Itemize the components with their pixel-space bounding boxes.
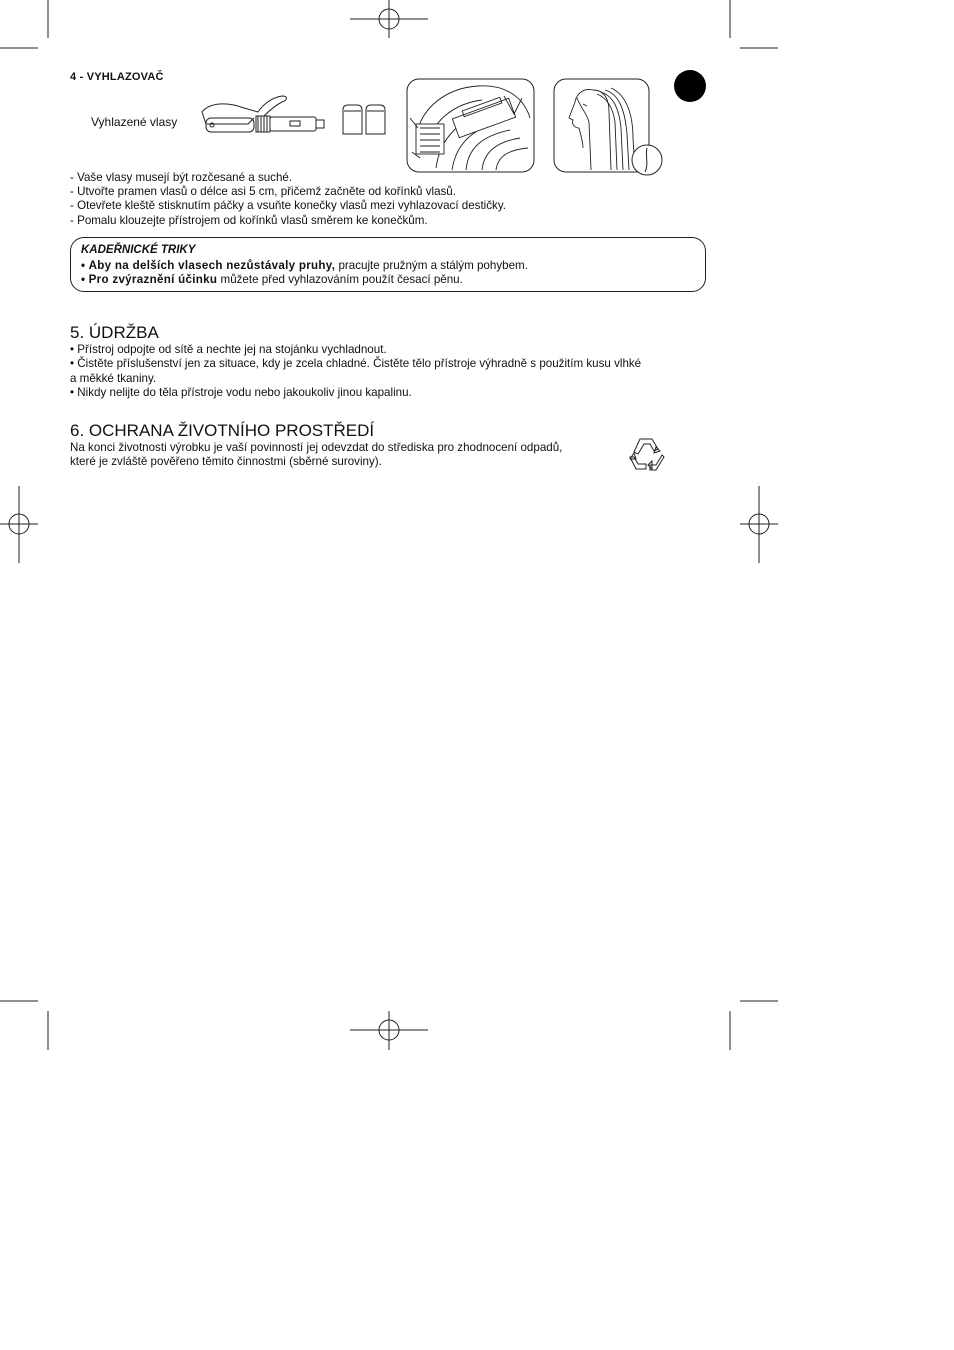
page-badge	[674, 70, 706, 102]
tip-text: pracujte pružným a stálým pohybem.	[335, 259, 528, 272]
maintenance-line: • Přístroj odpojte od sítě a nechte jej na stojánku vychladnout.	[70, 343, 387, 356]
instruction-item: - Otevřete kleště stisknutím páčky a vsuňte konečky vlasů mezi vyhlazovací destičky.	[70, 199, 507, 213]
step-title: 4 - VYHLAZOVAČ	[70, 71, 164, 83]
environment-line: Na konci životnosti výrobku je vaší povinností jej odevzdat do střediska pro zhodnocení odpadů,	[70, 441, 563, 454]
instructions-list	[70, 171, 506, 228]
maintenance-title: 5. ÚDRŽBA	[70, 323, 159, 342]
result-illustration	[553, 78, 665, 178]
environment-title: 6. OCHRANA ŽIVOTNÍHO PROSTŘEDÍ	[70, 421, 375, 440]
tip-text: můžete před vyhlazováním použít česací pěnu.	[217, 273, 463, 286]
step-caption: Vyhlazené vlasy	[91, 115, 178, 129]
maintenance-line: • Čistěte příslušenství jen za situace, kdy je zcela chladné. Čistěte tělo přístroje výhradně s použitím kusu vlhké	[70, 357, 642, 370]
tip-bold: Aby na delších vlasech nezůstávaly pruhy,	[88, 259, 336, 272]
tip-item	[81, 259, 528, 272]
instruction-item: - Utvořte pramen vlasů o délce asi 5 cm, přičemž začněte od kořínků vlasů.	[70, 185, 456, 199]
maintenance-line: a měkké tkaniny.	[70, 372, 157, 385]
straightener-illustration	[198, 94, 328, 136]
recycle-icon	[626, 435, 666, 473]
tip-item	[81, 273, 463, 286]
tips-title: KADEŘNICKÉ TRIKY	[81, 244, 196, 256]
maintenance-line: • Nikdy nelijte do těla přístroje vodu nebo jakoukoliv jinou kapalinu.	[70, 386, 412, 399]
plates-illustration	[340, 102, 388, 138]
tip-bullet: •	[81, 273, 86, 286]
instruction-item: - Pomalu klouzejte přístrojem od kořínků vlasů směrem ke konečkům.	[70, 213, 428, 227]
instruction-item: - Vaše vlasy musejí být rozčesané a suché.	[70, 171, 293, 184]
tip-bold: Pro zvýraznění účinku	[88, 273, 218, 286]
environment-line: které je zvláště pověřeno těmito činnostmi (sběrné suroviny).	[70, 455, 382, 468]
tip-bullet: •	[81, 259, 86, 272]
usage-illustration	[406, 78, 536, 174]
